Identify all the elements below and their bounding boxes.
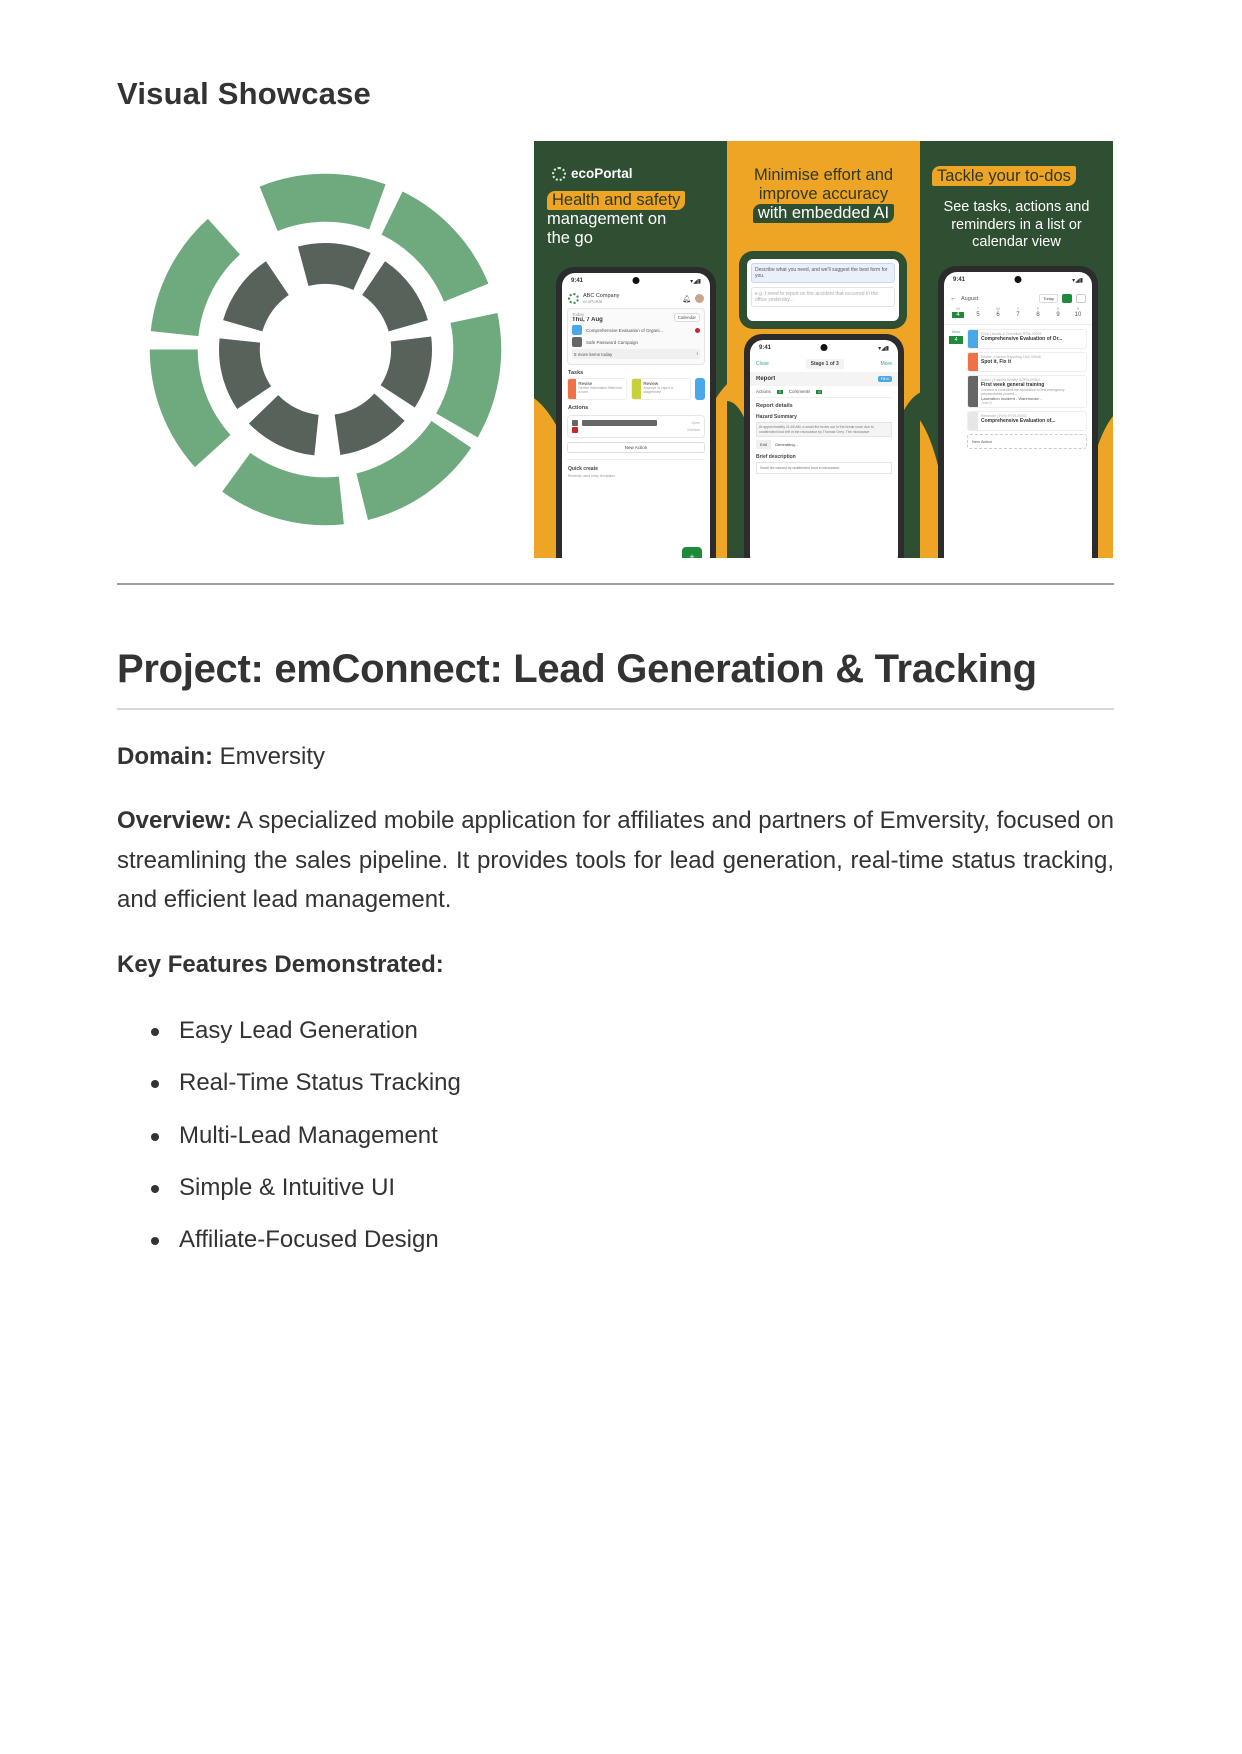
panel2-headline: Minimise effort and improve accuracy with embedded AI [753, 166, 894, 222]
bullet-icon [151, 1185, 159, 1193]
weekday-label: W [996, 306, 1000, 311]
phone-mockup-report: 9:41 ▾◢▮ Close Stage 1 of 3 More Report Fill in Actions 0 Comments 0 Report details Hazard Summary At approximately 11:45 AM, a small fire broke out in the break room due to unattended food left in the microwave by Thomas Grey. The microwave Edit Generating... Brief description Small fire caused by unattended food in microwave. [744, 334, 904, 558]
task-card-revise: Revise Revise information filled into a form [567, 378, 627, 400]
avatar [695, 294, 704, 303]
new-action-button: New Action [567, 442, 705, 453]
feature-item: Simple & Intuitive UI [117, 1162, 461, 1214]
feature-item: Multi-Lead Management [117, 1110, 461, 1162]
camera-notch [1015, 276, 1022, 283]
calendar-view-icon [1076, 294, 1086, 303]
segmented-ring-logo-icon [148, 172, 503, 527]
task-card-review: Review Approve or reject a stage/entry [631, 378, 691, 400]
calendar-entry: Fill in | Audits & Checklists RTW-00002 Comprehensive Evaluation of Or... [967, 329, 1087, 349]
review-icon [632, 379, 641, 399]
panel3-subtext: See tasks, actions and reminders in a list or calendar view [943, 199, 1090, 250]
fill-in-badge: Fill in [878, 376, 892, 382]
more-link: More [880, 361, 892, 367]
weekday-label: T [1016, 306, 1020, 311]
entry-type-icon [968, 376, 978, 407]
banner-panel-health-safety [534, 141, 727, 558]
entry-list [967, 329, 1087, 449]
banner-panel-embedded-ai [727, 141, 920, 558]
app-showcase-banner [534, 141, 1113, 558]
weekday-row [944, 306, 1092, 311]
overview-text: A specialized mobile application for affiliates and partners of Emversity, focused on streamlining the sales pipeline. It provides tools for lead generation, real-time status tracking, and efficient lead management. [117, 807, 1114, 913]
domain-line [117, 737, 1114, 777]
title-underline [117, 708, 1114, 710]
ecoportal-brand: ecoPortal [552, 166, 633, 181]
status-icons: ▾◢▮ [878, 346, 889, 352]
revise-icon [568, 379, 576, 399]
calendar-entry: Revise | Hazard Reporting HAZ-00546 Spot it, Fix it [967, 352, 1087, 372]
list-view-icon [1062, 294, 1072, 303]
calendar-entry: Action | Training Activity SOPN-00314 First week general training Conduct a controlled fire simulation to test emergency preparedness proced... Laceration Incident - Warehouse... John D. [967, 375, 1087, 408]
calendar-date: 6 [996, 312, 1000, 318]
entry-type-icon [968, 353, 978, 371]
back-arrow-icon: ← [950, 295, 957, 302]
overview-paragraph [117, 801, 1114, 920]
bullet-icon [151, 1028, 159, 1036]
weekday-label: S [1076, 306, 1080, 311]
bell-icon: 🔔︎ [682, 295, 691, 303]
weekday-label: S [1056, 306, 1060, 311]
entry-type-icon [968, 412, 978, 430]
features-list [117, 1005, 461, 1266]
domain-label: Domain: [117, 743, 213, 770]
alert-icon [695, 328, 700, 333]
edit-button: Edit [756, 440, 771, 449]
phone-mockup-home: 9:41 ▾◢▮ ABC Company ecoPortal 🔔︎ Today Thu, 7 Aug Calendar Comprehensive Evaluation of Organi... Safe Password Campaign 5 more items today › Tasks Revise Revise information filled into a form Review Approve or reject a stage/entry Actions Open Overdue New Action Quick create Recently used entry templates + [556, 267, 716, 558]
ai-form-finder-card: Describe what you need, and we'll suggest the best form for you. e.g. I need to report on fire accident that occurred in the office yesterday... [739, 251, 907, 329]
phone-mockup-calendar: 9:41 ▾◢▮ ← August Today M T W T F S S 4 5 6 7 8 9 10 Mon 4 Fill in | Audits & Checklists RTW-00002 Comprehensive Evaluation of Or... Revise | Hazard Reporting HAZ-00546 Spot it, Fix it Action | Training Activity SOPN-00314 First week general training Conduct a controlled fire simulation to test emergency preparedness proced... Laceration Incident - Warehouse... John D. Reminder | Fill in RTW-00002 Comprehensive Evaluation of... New Action [938, 266, 1098, 558]
calendar-date: 5 [976, 312, 980, 318]
key-features-heading: Key Features Demonstrated: [117, 951, 444, 978]
date-row [944, 312, 1092, 318]
feature-item: Affiliate-Focused Design [117, 1214, 461, 1266]
close-link: Close [756, 361, 769, 367]
panel3-headline: Tackle your to-dos [932, 166, 1076, 186]
section-divider [117, 583, 1114, 585]
bullet-icon [151, 1237, 159, 1245]
fab-add-button: + [682, 547, 702, 558]
form-icon [572, 325, 582, 335]
feature-item: Easy Lead Generation [117, 1005, 461, 1057]
domain-value: Emversity [213, 743, 326, 770]
calendar-date: 10 [1074, 312, 1082, 318]
overdue-bar [572, 427, 578, 433]
today-card: Today Thu, 7 Aug Calendar Comprehensive Evaluation of Organi... Safe Password Campaign 5 more items today › [567, 308, 705, 365]
camera-notch [821, 344, 828, 351]
calendar-button: Calendar [674, 313, 700, 322]
stage-selector: Stage 1 of 3 [806, 359, 844, 369]
feature-item: Real-Time Status Tracking [117, 1057, 461, 1109]
calendar-date: 9 [1056, 312, 1060, 318]
bullet-icon [151, 1080, 159, 1088]
chevron-right-icon: › [696, 351, 698, 357]
bullet-icon [151, 1133, 159, 1141]
status-icons: ▾◢▮ [1072, 278, 1083, 284]
camera-notch [633, 277, 640, 284]
open-bar [582, 420, 657, 426]
calendar-date: 8 [1036, 312, 1040, 318]
calendar-entry: Reminder | Fill in RTW-00002 Comprehensive Evaluation of... [967, 411, 1087, 431]
weekday-label: M [956, 306, 960, 311]
task-card-partial [695, 378, 705, 400]
status-icons: ▾◢▮ [690, 279, 701, 285]
overview-label: Overview: [117, 807, 232, 834]
weekday-label: T [976, 306, 980, 311]
new-action-button: New Action [967, 434, 1087, 449]
actions-card: Open Overdue [567, 415, 705, 438]
panel1-headline: Health and safety management on the go [547, 191, 722, 248]
banner-panel-todos [920, 141, 1113, 558]
ecoportal-logo-icon [552, 167, 566, 181]
calendar-date: 7 [1016, 312, 1020, 318]
campaign-icon [572, 337, 582, 347]
company-logo-icon [568, 293, 579, 304]
calendar-date: 4 [952, 312, 964, 318]
project-title: Project: emConnect: Lead Generation & Tracking [117, 647, 1037, 691]
today-button: Today [1039, 294, 1058, 303]
weekday-label: F [1036, 306, 1040, 311]
entry-type-icon [968, 330, 978, 348]
visual-showcase-heading: Visual Showcase [117, 76, 371, 111]
